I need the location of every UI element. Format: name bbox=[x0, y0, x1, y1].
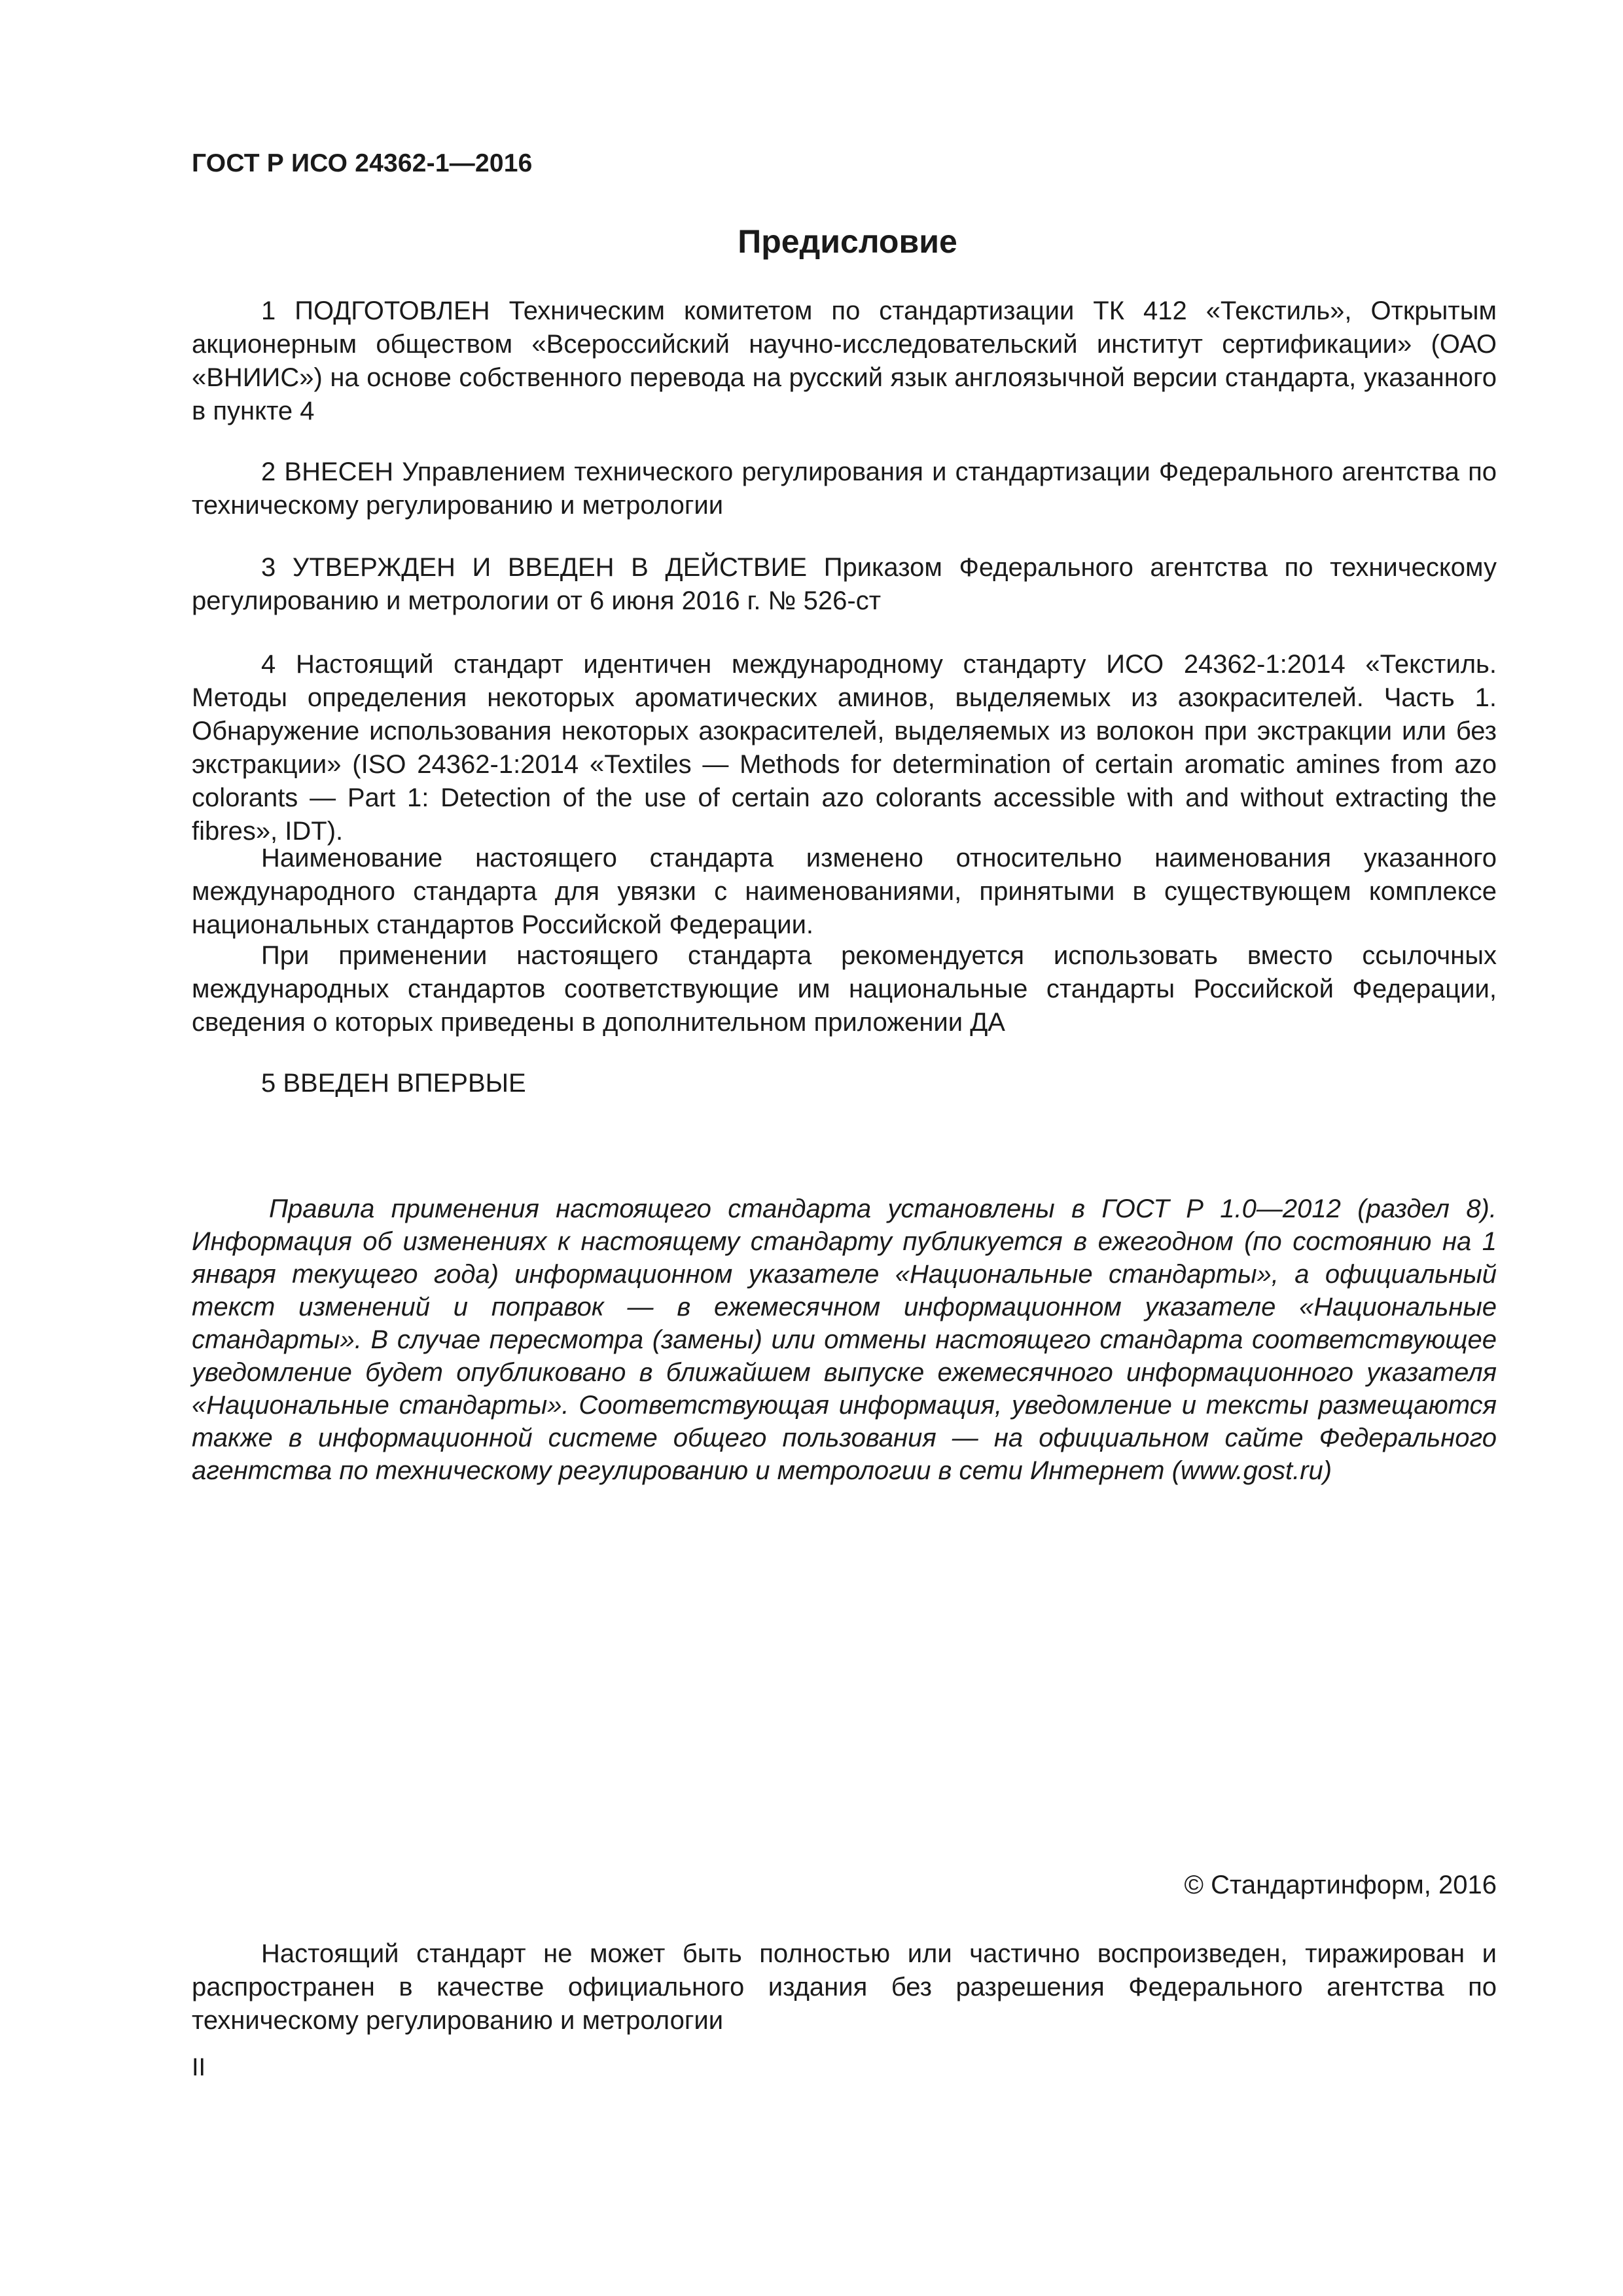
paragraph-prepared-by: 1 ПОДГОТОВЛЕН Техническим комитетом по стандартизации ТК 412 «Текстиль», Открытым акционерным обществом «Всероссийский научно-исследовательский институт сертификации» (ОАО «ВНИИС») на основе собственного перевода на русский язык англоязычной версии стандарта, указанного в пункте 4 bbox=[192, 296, 1497, 425]
paragraph-introduced-first: 5 ВВЕДЕН ВПЕРВЫЕ bbox=[261, 1069, 526, 1098]
paragraph-introduced-by: 2 ВНЕСЕН Управлением технического регулирования и стандартизации Федерального агентства по техническому регулированию и метрологии bbox=[192, 457, 1497, 520]
paragraph-identical-standard: 4 Настоящий стандарт идентичен международному стандарту ИСО 24362-1:2014 «Текстиль. Методы определения некоторых ароматических аминов, выделяемых из азокрасителей. Часть 1. Обнаружение использования некоторых азокрасителей, выделяемых из волокон при экстракции или без экстракции» (ISO 24362-1:2014 «Textiles — Methods for determination of certain aromatic amines from azo colorants — Part 1: Detection of the use of certain azo colorants accessible with and without extracting the fibres», IDT). bbox=[192, 650, 1497, 846]
document-code-header: ГОСТ Р ИСО 24362-1—2016 bbox=[192, 149, 533, 177]
paragraph-reference-standards: При применении настоящего стандарта рекомендуется использовать вместо ссылочных международных стандартов соответствующие им национальные стандарты Российской Федерации, сведения о которых приведены в дополнительном приложении ДА bbox=[192, 941, 1497, 1037]
application-rules-notice: Правила применения настоящего стандарта установлены в ГОСТ Р 1.0—2012 (раздел 8). Информация об изменениях к настоящему стандарту публикуется в ежегодном (по состоянию на 1 января текущего года) информационном указателе «Национальные стандарты», а официальный текст изменений и поправок — в ежемесячном информационном указателе «Национальные стандарты». В случае пересмотра (замены) или отмены настоящего стандарта соответствующее уведомление будет опубликовано в ближайшем выпуске ежемесячного информационного указателя «Национальные стандарты». Соответствующая информация, уведомление и тексты размещаются также в информационной системе общего пользования — на официальном сайте Федерального агентства по техническому регулированию и метрологии в сети Интернет (www.gost.ru) bbox=[192, 1194, 1497, 1485]
copyright-line: © Стандартинформ, 2016 bbox=[1184, 1871, 1497, 1899]
page-title: Предисловие bbox=[738, 223, 957, 260]
reproduction-restriction: Настоящий стандарт не может быть полностью или частично воспроизведен, тиражирован и распространен в качестве официального издания без разрешения Федерального агентства по техническому регулированию и метрологии bbox=[192, 1939, 1497, 2035]
page-number: II bbox=[192, 2054, 206, 2081]
paragraph-name-changed: Наименование настоящего стандарта изменено относительно наименования указанного международного стандарта для увязки с наименованиями, принятыми в существующем комплексе национальных стандартов Российской Федерации. bbox=[192, 844, 1497, 939]
paragraph-approved: 3 УТВЕРЖДЕН И ВВЕДЕН В ДЕЙСТВИЕ Приказом Федерального агентства по техническому регулированию и метрологии от 6 июня 2016 г. № 526-ст bbox=[192, 553, 1497, 615]
